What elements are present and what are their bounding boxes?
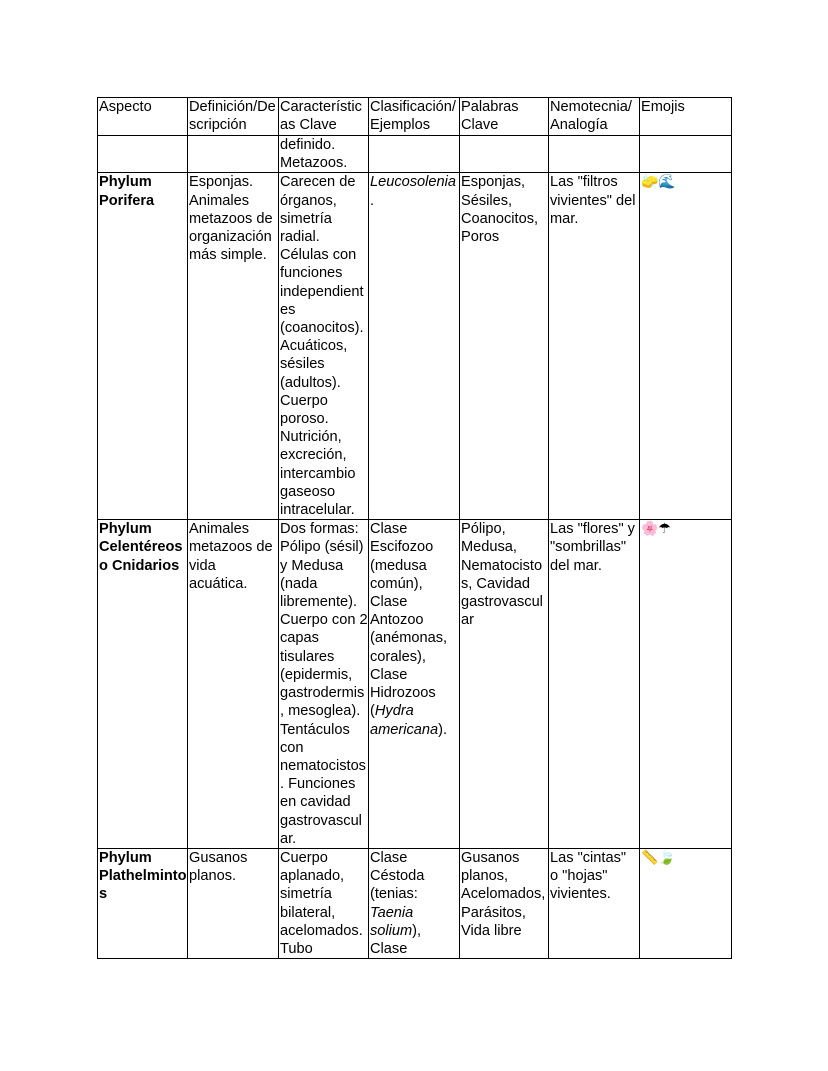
row-definicion: Gusanos planos. [188,848,279,958]
header-caracteristicas: Característic as Clave [279,98,369,136]
cont-emojis [640,136,732,173]
sponge-wave-icon: 🧽🌊 [641,174,676,191]
row-emojis [640,173,732,520]
header-definicion: Definición/De scripción [188,98,279,136]
ruler-leaf-icon: 📏🍃 [641,849,676,866]
row-caracteristicas: Carecen de órganos, simetría radial. Células con funciones independient es (coanocitos). Acuáticos, sésiles (adultos). Cuerpo poroso. Nutrición, excreción, intercambio gaseoso intracelular. [279,173,369,520]
cont-caracteristicas: definido. Metazoos. [279,136,369,173]
header-nemotecnia: Nemotecnia/ Analogía [549,98,640,136]
row-palabras: Gusanos planos, Acelomados, Parásitos, Vida libre [460,848,549,958]
row-palabras: Esponjas, Sésiles, Coanocitos, Poros [460,173,549,520]
row-definicion: Esponjas. Animales metazoos de organización más simple. [188,173,279,520]
row-clasificacion: Clase Céstoda (tenias: Taenia solium), Clase [369,848,460,958]
table-row-plathelmintos [98,848,732,958]
phyla-table [97,97,732,959]
cont-palabras [460,136,549,173]
header-aspecto: Aspecto [98,98,188,136]
table-header-row [98,98,732,136]
row-aspecto: Phylum Plathelminto s [98,848,188,958]
table-row-cnidarios [98,520,732,849]
row-aspecto: Phylum Porifera [98,173,188,520]
flower-umbrella-icon: 🌸☂ [641,521,671,538]
table-row-continuation [98,136,732,173]
row-aspecto: Phylum Celentéreos o Cnidarios [98,520,188,849]
row-emojis [640,520,732,849]
cont-aspecto [98,136,188,173]
header-emojis: Emojis [640,98,732,136]
row-definicion: Animales metazoos de vida acuática. [188,520,279,849]
row-caracteristicas: Dos formas: Pólipo (sésil) y Medusa (nada libremente). Cuerpo con 2 capas tisulares (epidermis, gastrodermis , mesoglea). Tentáculos con nematocistos . Funciones en cavidad gastrovascul ar. [280,521,368,847]
row-clasificacion: Leucosolenia . [369,173,460,520]
header-palabras: Palabras Clave [460,98,549,136]
cont-definicion [188,136,279,173]
row-emojis [640,848,732,958]
cont-nemotecnia [549,136,640,173]
table-row-porifera [98,173,732,520]
row-clasificacion: Clase Escifozoo (medusa común), Clase Antozoo (anémonas, corales), Clase Hidrozoos (Hydra americana). [369,520,460,849]
row-nemotecnia: Las "flores" y "sombrillas" del mar. [549,520,640,849]
cont-clasificacion [369,136,460,173]
row-palabras: Pólipo, Medusa, Nematocisto s, Cavidad gastrovascul ar [460,520,549,849]
header-clasificacion: Clasificación/ Ejemplos [369,98,460,136]
row-caracteristicas: Cuerpo aplanado, simetría bilateral, acelomados. Tubo [279,848,369,958]
row-nemotecnia: Las "filtros vivientes" del mar. [549,173,640,520]
row-nemotecnia: Las "cintas" o "hojas" vivientes. [549,848,640,958]
